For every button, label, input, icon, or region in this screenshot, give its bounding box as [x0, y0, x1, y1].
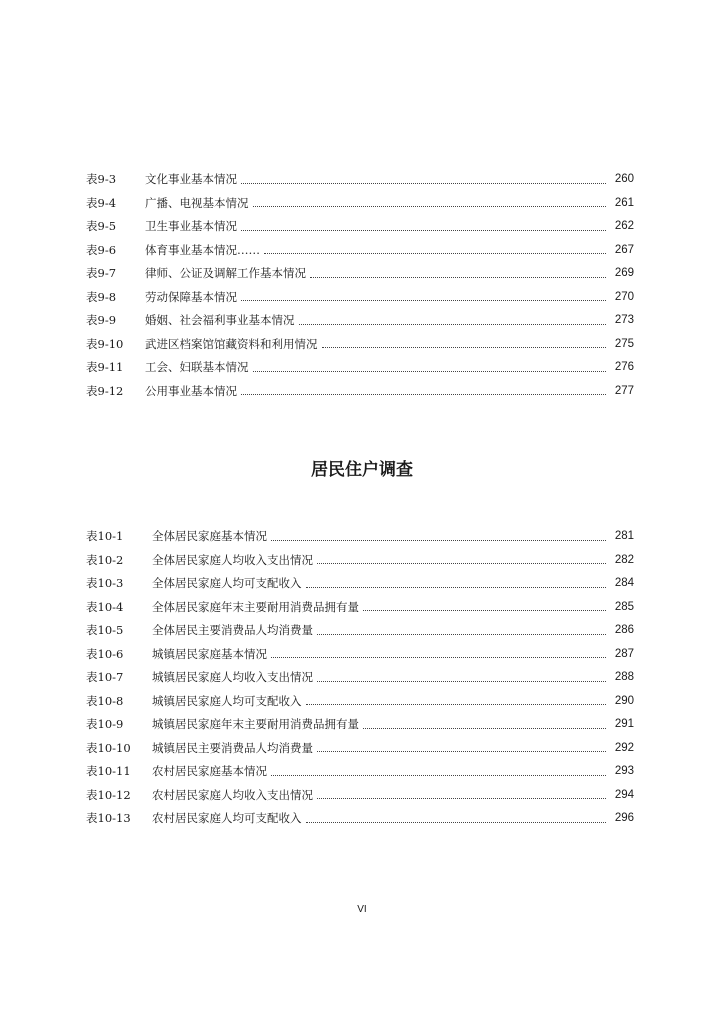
- toc-entry-number: 表9-11: [86, 360, 124, 374]
- toc-entry-title: 农村居民家庭人均收入支出情况: [152, 787, 313, 802]
- toc-section-household-survey: [86, 525, 634, 831]
- toc-entry-number: 表10-3: [86, 576, 124, 590]
- dot-leader: [253, 205, 607, 207]
- dot-leader: [253, 370, 607, 372]
- toc-entry-number: 表10-7: [86, 670, 124, 684]
- toc-entry: [86, 690, 634, 714]
- toc-entry: [86, 309, 634, 333]
- toc-entry-title: 婚姻、社会福利事业基本情况: [145, 313, 295, 327]
- dot-leader: [271, 656, 606, 658]
- section-heading: 居民住户调查: [311, 460, 413, 480]
- toc-entry-title: 全体居民主要消费品人均消费量: [152, 623, 313, 637]
- toc-entry: [86, 168, 634, 192]
- toc-entry: [86, 262, 634, 286]
- toc-entry-page: 269: [614, 267, 634, 279]
- toc-entry-title: 体育事业基本情况……: [145, 242, 260, 257]
- dot-leader: [363, 727, 606, 729]
- toc-entry-page: 286: [614, 624, 634, 636]
- dot-leader: [317, 562, 606, 564]
- toc-entry-number: 表10-4: [86, 599, 124, 614]
- toc-entry-title: 城镇居民主要消费品人均消费量: [152, 740, 313, 755]
- dot-leader: [299, 323, 607, 325]
- toc-entry-title: 城镇居民家庭人均可支配收入: [152, 693, 302, 708]
- toc-entry-title: 城镇居民家庭年末主要耐用消费品拥有量: [152, 717, 359, 731]
- toc-entry: [86, 333, 634, 357]
- toc-entry-title: 文化事业基本情况: [145, 172, 237, 186]
- dot-leader: [317, 633, 606, 635]
- toc-entry-title: 劳动保障基本情况: [145, 289, 237, 304]
- dot-leader: [306, 821, 607, 823]
- page-number: VI: [357, 904, 367, 915]
- toc-entry: [86, 380, 634, 404]
- toc-entry-number: 表9-9: [86, 313, 117, 327]
- toc-entry: [86, 666, 634, 690]
- toc-entry-title: 农村居民家庭基本情况: [152, 764, 267, 778]
- toc-entry: [86, 619, 634, 643]
- toc-entry: [86, 572, 634, 596]
- toc-entry: [86, 737, 634, 761]
- toc-entry: [86, 596, 634, 620]
- toc-entry-number: 表10-2: [86, 552, 124, 567]
- toc-entry-page: 270: [614, 290, 634, 303]
- toc-entry-page: 275: [614, 337, 634, 350]
- toc-entry: [86, 192, 634, 216]
- toc-entry-page: 267: [614, 243, 634, 256]
- toc-entry-page: 276: [614, 361, 634, 373]
- toc-entry-page: 262: [614, 220, 634, 232]
- toc-entry-title: 全体居民家庭人均可支配收入: [152, 576, 302, 590]
- toc-section-social: [86, 168, 634, 403]
- toc-entry-number: 表10-10: [86, 740, 131, 755]
- toc-entry: [86, 215, 634, 239]
- dot-leader: [306, 586, 607, 588]
- toc-entry: [86, 784, 634, 808]
- toc-entry-number: 表9-5: [86, 219, 117, 233]
- toc-entry-title: 全体居民家庭基本情况: [152, 529, 267, 543]
- toc-entry-number: 表10-8: [86, 693, 124, 708]
- toc-entry-title: 全体居民家庭年末主要耐用消费品拥有量: [152, 599, 359, 614]
- toc-entry-title: 城镇居民家庭基本情况: [152, 646, 267, 661]
- dot-leader: [363, 609, 606, 611]
- toc-entry-title: 卫生事业基本情况: [145, 219, 237, 233]
- toc-entry: [86, 643, 634, 667]
- toc-entry-page: 288: [614, 671, 634, 683]
- dot-leader: [317, 750, 606, 752]
- dot-leader: [264, 252, 606, 254]
- toc-entry-number: 表9-3: [86, 172, 117, 186]
- dot-leader: [241, 229, 606, 231]
- toc-entry-page: 285: [614, 600, 634, 613]
- toc-entry-title: 公用事业基本情况: [145, 383, 237, 398]
- toc-entry: [86, 356, 634, 380]
- toc-entry-page: 290: [614, 694, 634, 707]
- toc-entry-number: 表9-12: [86, 383, 124, 398]
- dot-leader: [317, 680, 606, 682]
- dot-leader: [317, 797, 606, 799]
- dot-leader: [271, 774, 606, 776]
- toc-entry-number: 表10-11: [86, 764, 131, 778]
- toc-entry-number: 表9-4: [86, 195, 117, 210]
- toc-entry-page: 273: [614, 314, 634, 326]
- toc-entry: [86, 286, 634, 310]
- toc-entry-title: 城镇居民家庭人均收入支出情况: [152, 670, 313, 684]
- toc-entry: [86, 760, 634, 784]
- toc-entry-page: 292: [614, 741, 634, 754]
- dot-leader: [241, 299, 606, 301]
- toc-entry-page: 277: [614, 384, 634, 397]
- dot-leader: [271, 539, 606, 541]
- toc-entry-number: 表9-6: [86, 242, 117, 257]
- toc-entry-number: 表10-12: [86, 787, 131, 802]
- toc-entry-page: 260: [614, 173, 634, 185]
- toc-entry-page: 281: [614, 530, 634, 542]
- toc-entry-number: 表10-6: [86, 646, 124, 661]
- toc-entry-page: 287: [614, 647, 634, 660]
- toc-entry-number: 表9-8: [86, 289, 117, 304]
- toc-entry-number: 表10-13: [86, 811, 131, 825]
- toc-entry: [86, 807, 634, 831]
- toc-entry-number: 表10-1: [86, 529, 124, 543]
- toc-entry-page: 282: [614, 553, 634, 566]
- toc-entry: [86, 239, 634, 263]
- toc-entry-title: 广播、电视基本情况: [145, 195, 249, 210]
- toc-entry: [86, 713, 634, 737]
- dot-leader: [241, 182, 606, 184]
- toc-entry: [86, 549, 634, 573]
- toc-entry-number: 表10-9: [86, 717, 124, 731]
- toc-entry-title: 全体居民家庭人均收入支出情况: [152, 552, 313, 567]
- toc-entry-number: 表10-5: [86, 623, 124, 637]
- toc-entry-page: 284: [614, 577, 634, 589]
- toc-entry: [86, 525, 634, 549]
- toc-entry-page: 293: [614, 765, 634, 777]
- toc-entry-page: 296: [614, 812, 634, 824]
- toc-entry-page: 291: [614, 718, 634, 730]
- toc-entry-title: 工会、妇联基本情况: [145, 360, 249, 374]
- toc-entry-title: 农村居民家庭人均可支配收入: [152, 811, 302, 825]
- toc-entry-title: 武进区档案馆馆藏资料和利用情况: [145, 336, 318, 351]
- toc-entry-title: 律师、公证及调解工作基本情况: [145, 266, 306, 280]
- dot-leader: [306, 703, 607, 705]
- toc-entry-number: 表9-10: [86, 336, 124, 351]
- toc-entry-number: 表9-7: [86, 266, 117, 280]
- dot-leader: [241, 393, 606, 395]
- dot-leader: [322, 346, 607, 348]
- toc-entry-page: 294: [614, 788, 634, 801]
- dot-leader: [310, 276, 606, 278]
- toc-entry-page: 261: [614, 196, 634, 209]
